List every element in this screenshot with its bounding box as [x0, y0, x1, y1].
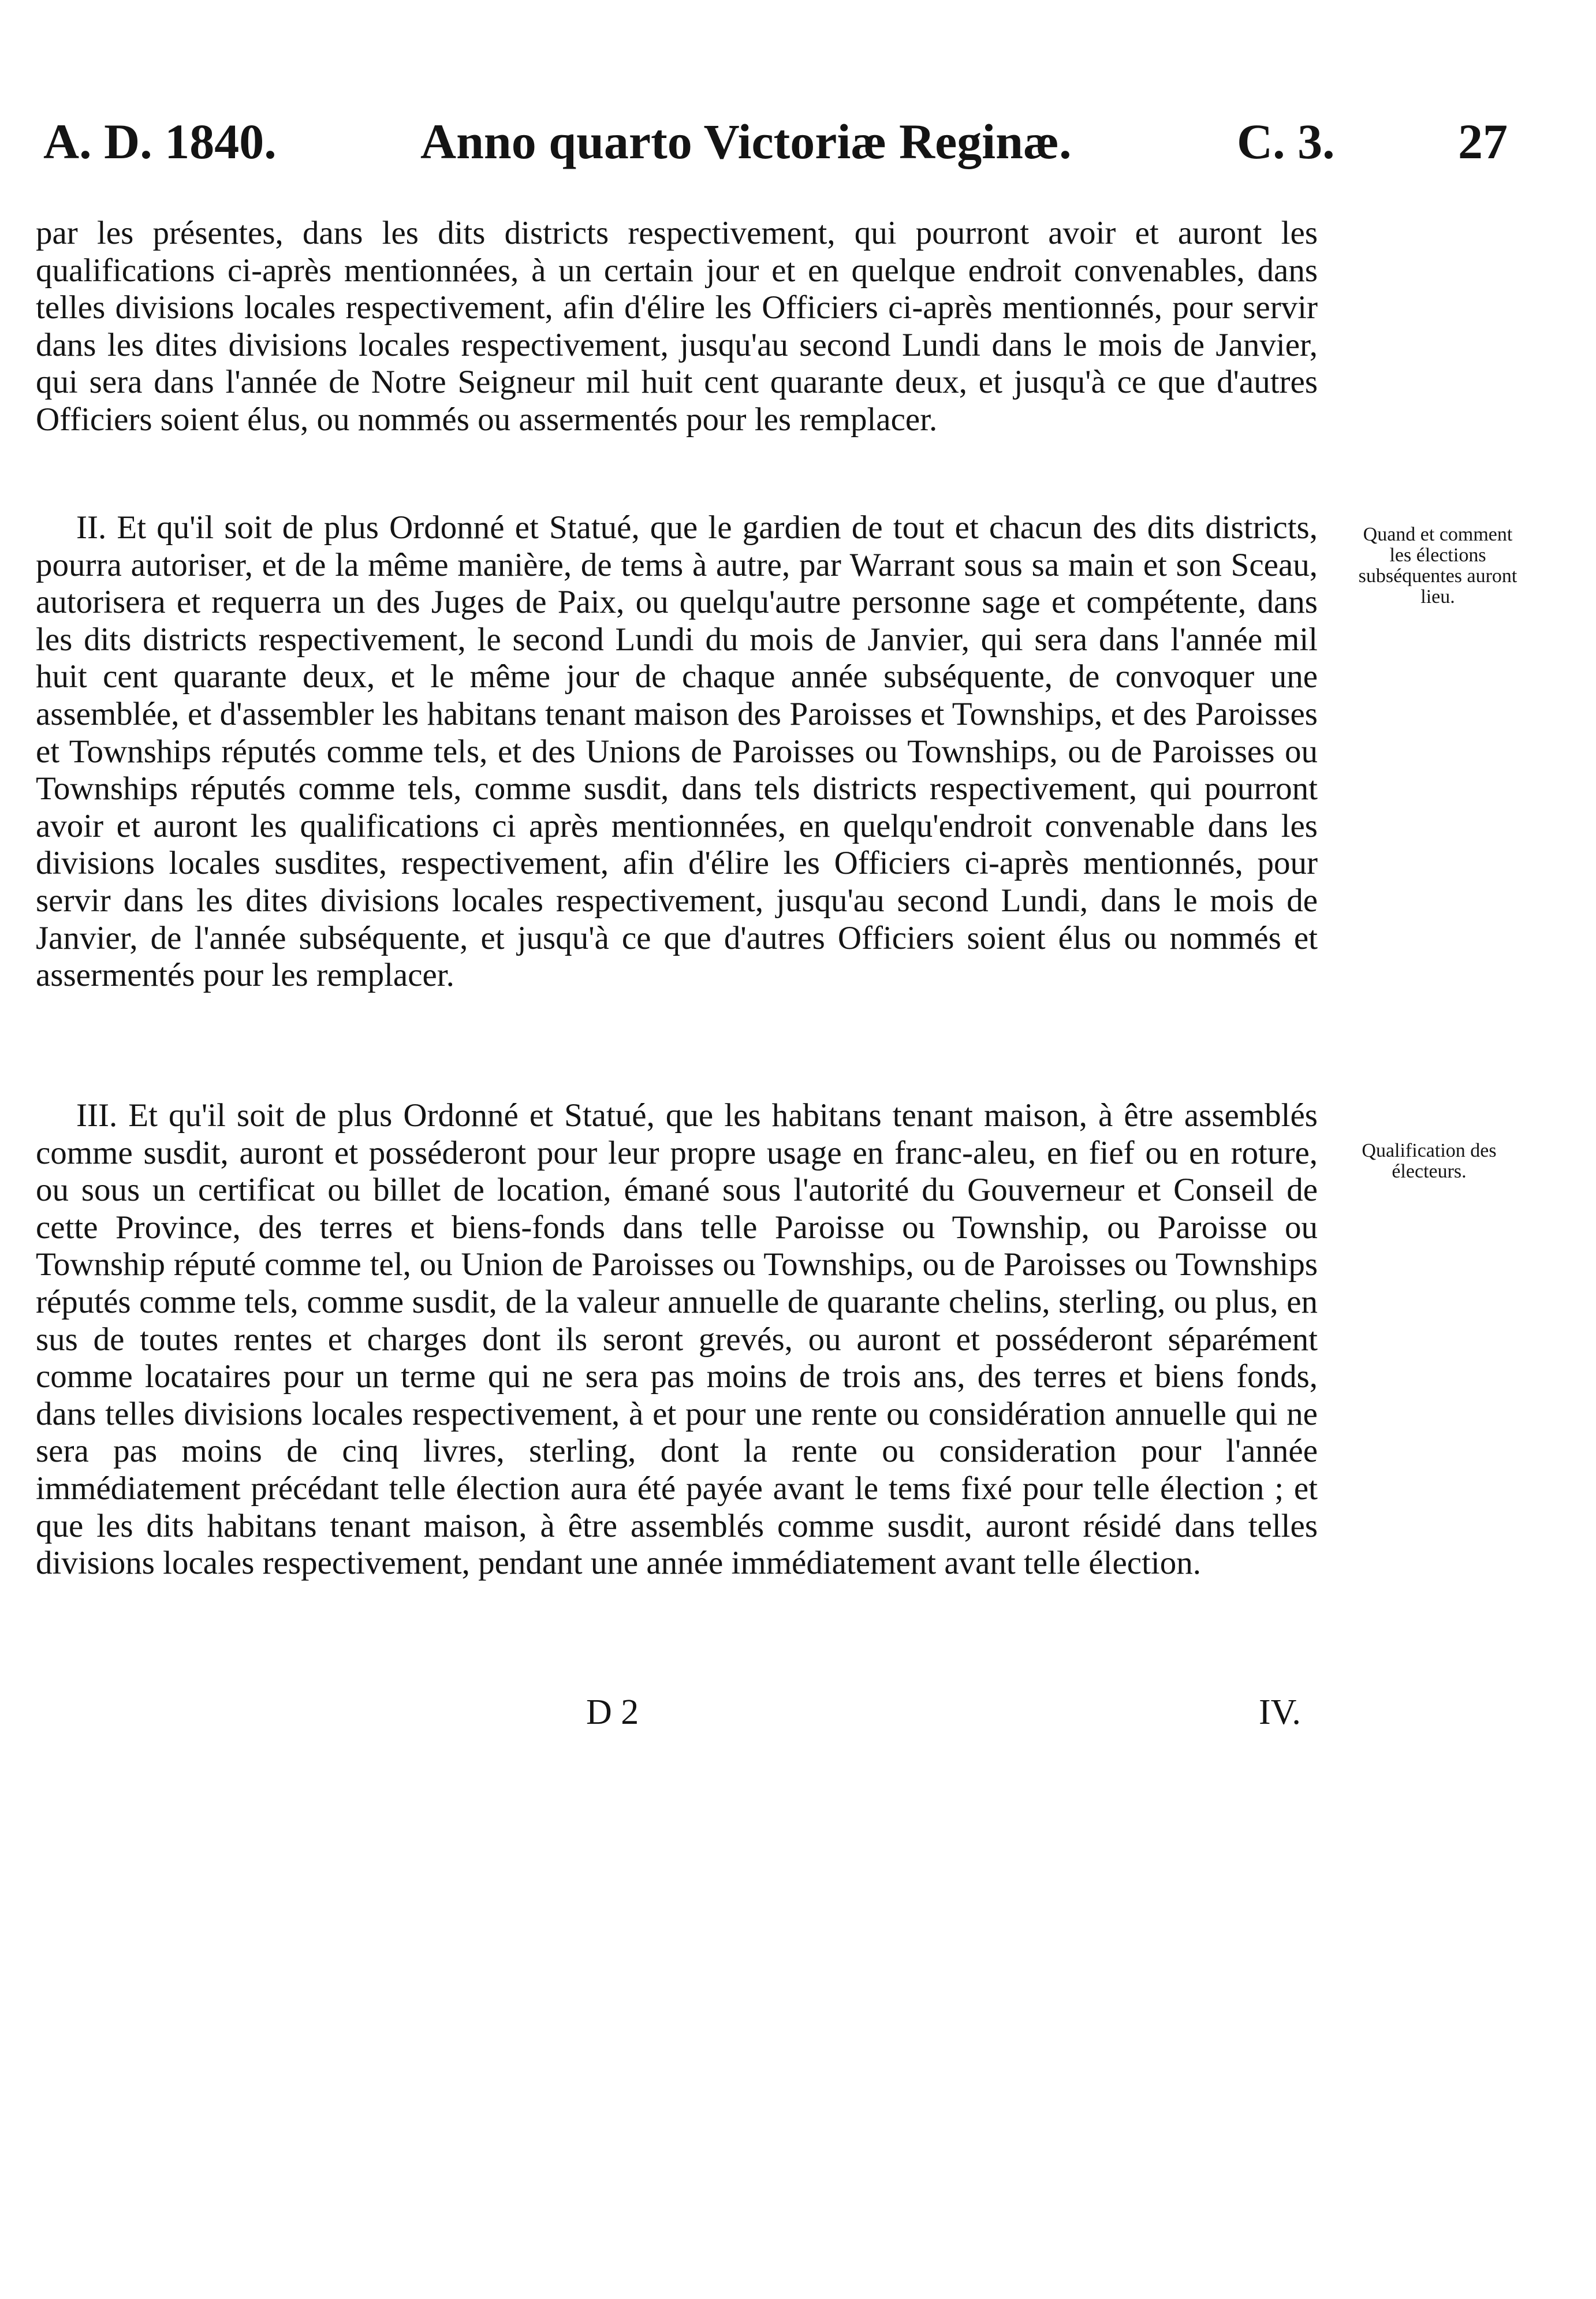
paragraph-section-iii: III. Et qu'il soit de plus Ordonné et Statué, que les habitans tenant maison, à être assemblés comme susdit, auront et posséderont pour leur propre usage en franc-aleu, en fief ou en roture, ou sous un certificat ou billet de location, émané sous l'autorité du Gouverneur et Conseil de cette Province, des terres et biens-fonds dans telle Paroisse ou Township, ou Paroisse ou Township réputé comme tel, ou Union de Paroisses ou Townships, ou de Paroisses ou Townships réputés comme tels, comme susdit, de la valeur annuelle de quarante chelins, sterling, ou plus, en sus de toutes rentes et charges dont ils seront grevés, ou auront et posséderont séparément comme locataires pour un terme qui ne sera pas moins de trois ans, des terres et biens fonds, dans telles divisions locales respectivement, à et pour une rente ou considération annuelle qui ne sera pas moins de cinq livres, sterling, dont la rente ou consideration pour l'année immédiatement précédant telle élection aura été payée avant le tems fixé pour telle élection ; et que les dits habitans tenant maison, à être assemblés comme susdit, auront résidé dans telles divisions locales respectivement, pendant une année immédiatement avant telle élection. [36, 1097, 1318, 1582]
signature-mark: D 2 [586, 1693, 639, 1732]
paragraph-continuation: par les présentes, dans les dits districts respectivement, qui pourront avoir et auront les qualifications ci-après mentionnées, à un certain jour et en quelque endroit convenables, dans telles divisions locales respectivement, afin d'élire les Officiers ci-après mentionnés, pour servir dans les dites divisions locales respectivement, jusqu'au second Lundi dans le mois de Janvier, qui sera dans l'année de Notre Seigneur mil huit cent quarante deux, et jusqu'à ce que d'autres Officiers soient élus, ou nommés ou assermentés pour les remplacer. [36, 215, 1318, 438]
header-year: A. D. 1840. [43, 114, 277, 169]
page-number: 27 [1458, 114, 1508, 169]
header-chapter: C. 3. [1237, 114, 1335, 169]
paragraph-section-ii: II. Et qu'il soit de plus Ordonné et Statué, que le gardien de tout et chacun des dits districts, pourra autoriser, et de la même manière, de tems à autre, par Warrant sous sa main et son Sceau, autorisera et requerra un des Juges de Paix, ou quelqu'autre personne sage et compétente, dans les dits districts respectivement, le second Lundi du mois de Janvier, qui sera dans l'année mil huit cent quarante deux, et le même jour de chaque année subséquente, de convoquer une assemblée, et d'assembler les habitans tenant maison des Paroisses et Townships, et des Paroisses et Townships réputés comme tels, et des Unions de Paroisses ou Townships, ou de Paroisses ou Townships réputés comme tels, comme susdit, dans tels districts respectivement, qui pourront avoir et auront les qualifications ci après mentionnées, en quelqu'endroit convenable dans les divisions locales susdites, respectivement, afin d'élire les Officiers ci-après mentionnés, pour servir dans les dites divisions locales respectivement, jusqu'au second Lundi, dans le mois de Janvier, de l'année subséquente, et jusqu'à ce que d'autres Officiers soient élus ou nommés et assermentés pour les remplacer. [36, 509, 1318, 994]
page-footer [0, 1689, 1596, 1735]
margin-note-qualification: Qualification des électeurs. [1362, 1140, 1497, 1182]
running-header [0, 107, 1596, 176]
catchword: IV. [1259, 1693, 1301, 1732]
header-title: Anno quarto Victoriæ Reginæ. [420, 114, 1072, 169]
margin-note-elections: Quand et comment les élections subséquentes auront lieu. [1358, 524, 1517, 608]
